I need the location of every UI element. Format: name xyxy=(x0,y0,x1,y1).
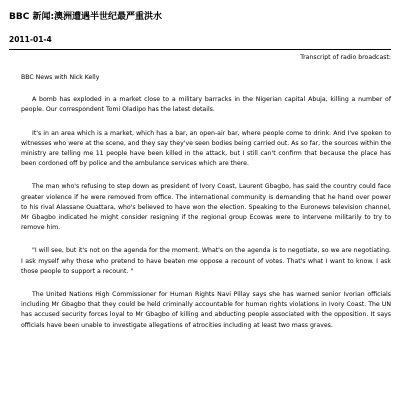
article-paragraph: The man who's refusing to step down as president of Ivory Coast, Laurent Gbagbo, has said the country could face greater violence if he were removed from office. The international community is demanding that he hand over power to his rival Alassane Ouattara, who's believed to have won the election. Speaking to the Euronews television channel, Mr Gbagbo indicated he might consider resigning if the regional group Ecowas were to intervene militarily to try to remove him. xyxy=(21,183,391,232)
article-paragraph: It's in an area which is a market, which has a bar, an open-air bar, where people come to drink. And I've spoken to witnesses who were at the scene, and they say they've seen bodies being carried out. As so far, the sources within the ministry are telling me 11 people have been killed in the attack, but I still can't confirm that because the place has been cordoned off by police and the ambulance services which are there. xyxy=(21,129,391,168)
transcript-label: Transcript of radio broadcast: xyxy=(300,54,391,61)
article-paragraph: A bomb has exploded in a market close to a military barracks in the Nigerian capital Abuja, killing a number of people. Our correspondent Tomi Oladipo has the latest details. xyxy=(21,96,391,114)
article-body xyxy=(21,73,391,344)
publish-date: 2011-01-4 xyxy=(9,35,52,44)
article-intro: BBC News with Nick Kelly xyxy=(21,74,100,81)
article-paragraph: "I will see, but it's not on the agenda for the moment. What's on the agenda is to negotiate, so we are negotiating. I ask myself why those who pretend to have beaten me oppose a recount of votes. That's what I want to know. I ask those people to support a recount. " xyxy=(21,247,391,275)
header-divider xyxy=(9,49,391,50)
page-title: BBC 新闻:澳洲遭遇半世纪最严重洪水 xyxy=(9,12,163,22)
article-paragraph: The United Nations High Commissioner for Human Rights Navi Pillay says she has warned senior Ivorian officials including Mr Gbagbo that they could be held criminally accountable for human rights violations in Ivory Coast. The UN has accused security forces loyal to Mr Gbagbo of killing and abducting people associated with the opposition. It says officials have been unable to investigate allegations of atrocities including at least two mass graves. xyxy=(21,291,391,329)
